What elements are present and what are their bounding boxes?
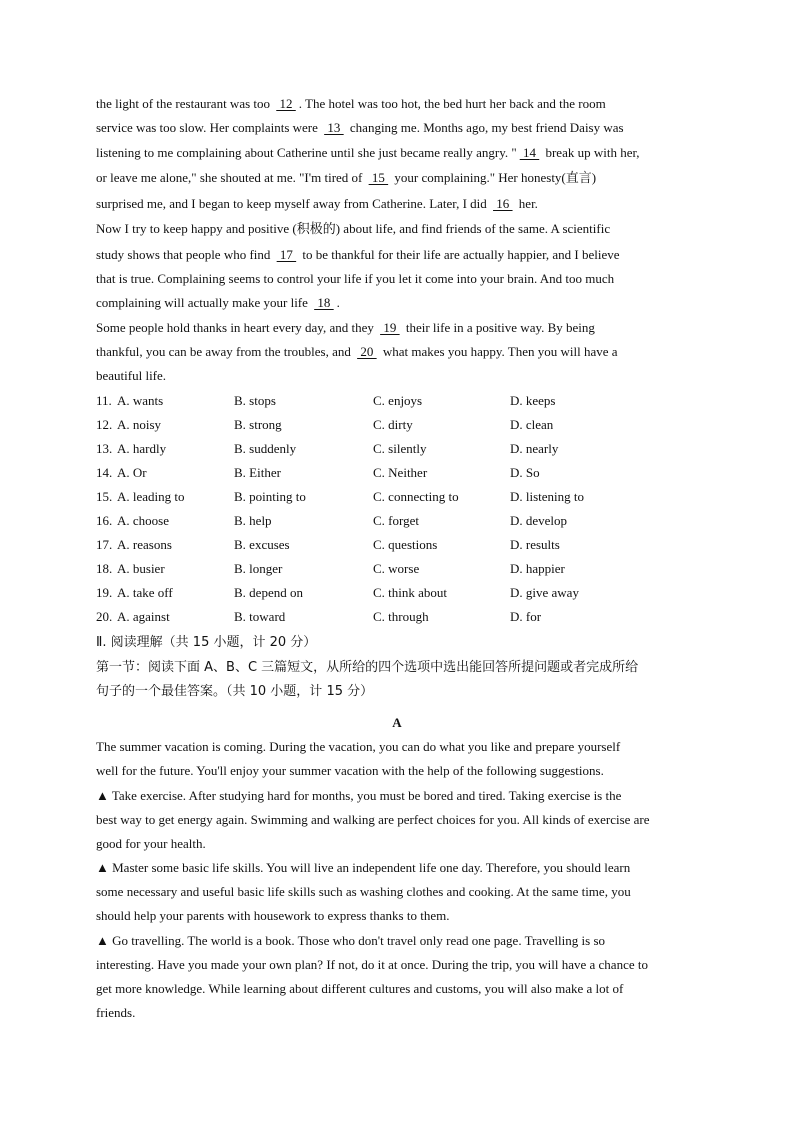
passage-line: get more knowledge. While learning about different cultures and customs, you will also make a lot of — [96, 981, 624, 996]
cloze-line — [96, 247, 620, 263]
text-run: break up with her, — [542, 145, 640, 160]
option-c: C. enjoys — [373, 393, 423, 408]
passage-title: A — [392, 715, 402, 730]
option-d: D. for — [510, 609, 542, 624]
option-c: C. dirty — [373, 417, 413, 432]
option-a: A. Or — [117, 465, 147, 480]
option-d: D. results — [510, 537, 560, 552]
option-b: B. stops — [234, 393, 276, 408]
question-number: 18. — [96, 561, 113, 576]
option-b: B. suddenly — [234, 441, 297, 456]
text-run: . — [336, 295, 340, 310]
option-b: B. toward — [234, 609, 286, 624]
option-b: B. longer — [234, 561, 283, 576]
text-run: Some people hold thanks in heart every day, and they — [96, 320, 378, 335]
text-run: surprised me, and I began to keep myself away from Catherine. Later, I did — [96, 196, 491, 211]
option-a: A. against — [117, 609, 170, 624]
cloze-line — [96, 320, 595, 336]
question-number: 14. — [96, 465, 113, 480]
text-run: their life in a positive way. By being — [402, 320, 595, 335]
option-b: B. pointing to — [234, 489, 306, 504]
option-b: B. depend on — [234, 585, 303, 600]
blank-15: 15 — [368, 170, 389, 185]
section-instruction-1: 第一节：阅读下面 A、B、C 三篇短文，从所给的四个选项中选出能回答所提问题或者完成所给 — [96, 660, 639, 675]
option-c: C. through — [373, 609, 429, 624]
text-run: study shows that people who find — [96, 247, 274, 262]
text-run: complaining will actually make your life — [96, 295, 312, 310]
cloze-line — [96, 170, 596, 186]
option-b: B. Either — [234, 465, 281, 480]
question-number: 20. — [96, 609, 113, 624]
option-d: D. happier — [510, 561, 565, 576]
cloze-line — [96, 120, 624, 136]
option-c: C. questions — [373, 537, 438, 552]
text-run: service was too slow. Her complaints were — [96, 120, 322, 135]
option-a: A. choose — [117, 513, 169, 528]
passage-line: good for your health. — [96, 836, 206, 851]
passage-line: ▲ Take exercise. After studying hard for months, you must be bored and tired. Taking exercise is the — [96, 788, 622, 803]
option-c: C. think about — [373, 585, 448, 600]
text-run: or leave me alone," she shouted at me. "I'm tired of — [96, 170, 366, 185]
text-run: . The hotel was too hot, the bed hurt her back and the room — [298, 96, 606, 111]
text-run: her. — [515, 196, 538, 211]
cloze-line — [96, 96, 606, 112]
text-run: what makes you happy. Then you will have a — [379, 344, 618, 359]
cloze-line — [96, 271, 614, 287]
passage-line: some necessary and useful basic life skills such as washing clothes and cooking. At the same time, you — [96, 884, 631, 899]
blank-13: 13 — [324, 120, 344, 135]
option-a: A. noisy — [117, 417, 162, 432]
question-number: 13. — [96, 441, 113, 456]
passage-line: ▲ Master some basic life skills. You will live an independent life one day. Therefore, you should learn — [96, 860, 631, 875]
option-d: D. clean — [510, 417, 554, 432]
blank-17: 17 — [276, 247, 297, 262]
option-b: B. strong — [234, 417, 282, 432]
option-d: D. keeps — [510, 393, 556, 408]
question-number: 19. — [96, 585, 113, 600]
option-a: A. reasons — [117, 537, 172, 552]
option-d: D. So — [510, 465, 540, 480]
text-run: changing me. Months ago, my best friend Daisy was — [346, 120, 624, 135]
cloze-line — [96, 221, 610, 237]
option-d: D. listening to — [510, 489, 585, 504]
option-b: B. excuses — [234, 537, 290, 552]
passage-line: well for the future. You'll enjoy your summer vacation with the help of the following suggestions. — [96, 763, 604, 778]
question-number: 11. — [96, 393, 112, 408]
text-run: listening to me complaining about Catherine until she just became really angry. " — [96, 145, 517, 160]
blank-18: 18 — [314, 295, 334, 310]
cloze-line — [96, 196, 538, 212]
option-d: D. nearly — [510, 441, 559, 456]
section-heading: Ⅱ. 阅读理解（共 15 小题，计 20 分） — [96, 635, 317, 650]
section-instruction-2: 句子的一个最佳答案。（共 10 小题，计 15 分） — [96, 684, 374, 699]
option-c: C. connecting to — [373, 489, 459, 504]
option-a: A. busier — [117, 561, 165, 576]
blank-19: 19 — [380, 320, 400, 335]
option-a: A. take off — [117, 585, 173, 600]
passage-line: The summer vacation is coming. During the vacation, you can do what you like and prepare yourself — [96, 739, 621, 754]
blank-16: 16 — [493, 196, 513, 211]
option-a: A. wants — [117, 393, 164, 408]
blank-12: 12 — [276, 96, 296, 111]
cloze-line — [96, 368, 166, 384]
passage-line: best way to get energy again. Swimming and walking are perfect choices for you. All kinds of exercise are — [96, 812, 650, 827]
text-run: to be thankful for their life are actually happier, and I believe — [299, 247, 620, 262]
option-c: C. worse — [373, 561, 420, 576]
question-number: 15. — [96, 489, 113, 504]
option-d: D. give away — [510, 585, 579, 600]
option-a: A. leading to — [117, 489, 185, 504]
passage-line: ▲ Go travelling. The world is a book. Those who don't travel only read one page. Travelling is so — [96, 933, 606, 948]
option-d: D. develop — [510, 513, 568, 528]
option-c: C. forget — [373, 513, 419, 528]
passage-line: interesting. Have you made your own plan? If not, do it at once. During the trip, you will have a chance to — [96, 957, 648, 972]
text-run: thankful, you can be away from the troubles, and — [96, 344, 355, 359]
text-run: Now I try to keep happy and positive (积极的) about life, and find friends of the same. A scientific — [96, 221, 611, 236]
option-a: A. hardly — [117, 441, 167, 456]
option-c: C. Neither — [373, 465, 428, 480]
cloze-line — [96, 145, 640, 161]
question-number: 12. — [96, 417, 113, 432]
text-run: beautiful life. — [96, 368, 167, 383]
blank-20: 20 — [357, 344, 377, 359]
blank-14: 14 — [519, 145, 540, 160]
passage-line: friends. — [96, 1005, 136, 1020]
passage-line: should help your parents with housework to express thanks to them. — [96, 908, 450, 923]
text-run: that is true. Complaining seems to control your life if you let it come into your brain. And too much — [96, 271, 615, 286]
text-run: your complaining." Her honesty(直言) — [391, 170, 597, 185]
cloze-line — [96, 295, 340, 311]
question-number: 17. — [96, 537, 113, 552]
text-run: the light of the restaurant was too — [96, 96, 274, 111]
question-number: 16. — [96, 513, 113, 528]
cloze-line — [96, 344, 618, 360]
option-b: B. help — [234, 513, 272, 528]
option-c: C. silently — [373, 441, 427, 456]
